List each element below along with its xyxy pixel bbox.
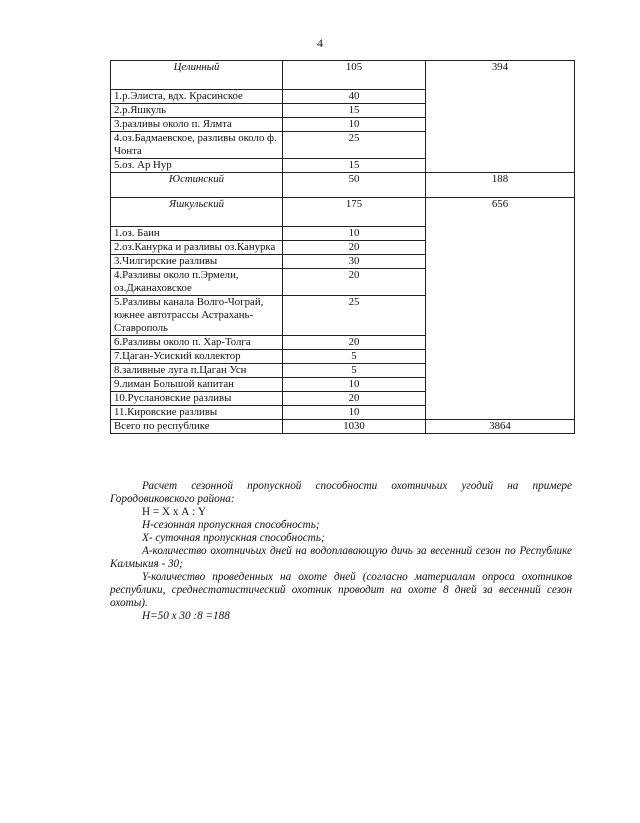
water-body-name: 3.Чилгирские разливы	[111, 255, 283, 269]
water-body-value: 5	[283, 364, 426, 378]
region-row	[111, 173, 575, 198]
water-body-name: 11.Кировские разливы	[111, 406, 283, 420]
region-count: 105	[283, 61, 426, 90]
definition-y: Y-количество проведенных на охоте дней (согласно материалам опроса охотников республики, среднестатистический охотник проводит на охоте 8 дней за весенний сезон охоты).	[110, 571, 572, 609]
water-body-name: 4.оз.Бадмаевское, разливы около ф. Чонта	[111, 132, 283, 159]
definition-h: Н-сезонная пропускная способность;	[142, 519, 320, 531]
water-body-value: 5	[283, 350, 426, 364]
formula: Н = Х х А : Y	[142, 506, 207, 518]
total-row	[111, 420, 575, 434]
water-body-name: 8.заливные луга п.Цаган Усн	[111, 364, 283, 378]
region-capacity: 656	[426, 198, 575, 420]
total-label: Всего по республике	[111, 420, 283, 434]
water-body-name: 5.Разливы канала Волго-Чограй, южнее автотрассы Астрахань-Ставрополь	[111, 296, 283, 336]
page-number: 4	[317, 36, 323, 50]
water-body-value: 20	[283, 392, 426, 406]
definition-a: А-количество охотничьих дней на водоплавающую дичь за весенний сезон по Республике Калмыкия - 30;	[110, 545, 572, 570]
water-body-name: 9.лиман Большой капитан	[111, 378, 283, 392]
water-body-value: 30	[283, 255, 426, 269]
water-body-value: 10	[283, 118, 426, 132]
water-body-name: 1.р.Элиста, вдх. Красинское	[111, 90, 283, 104]
region-capacity: 188	[426, 173, 575, 198]
water-body-name: 6.Разливы около п. Хар-Толга	[111, 336, 283, 350]
region-name: Яшкульский	[111, 198, 283, 227]
region-name: Целинный	[111, 61, 283, 90]
calculation-text	[110, 480, 572, 623]
total-count: 1030	[283, 420, 426, 434]
calculation: Н=50 х 30 :8 =188	[142, 610, 230, 622]
water-body-value: 20	[283, 269, 426, 296]
water-body-value: 15	[283, 159, 426, 173]
water-body-value: 25	[283, 132, 426, 159]
water-body-value: 25	[283, 296, 426, 336]
water-body-name: 7.Цаган-Усиский коллектор	[111, 350, 283, 364]
definition-x: Х- суточная пропускная способность;	[142, 532, 325, 544]
water-body-name: 10.Руслановские разливы	[111, 392, 283, 406]
hunting-grounds-table	[110, 60, 575, 434]
region-count: 175	[283, 198, 426, 227]
water-body-name: 1.оз. Баин	[111, 227, 283, 241]
water-body-value: 15	[283, 104, 426, 118]
region-name: Юстинский	[111, 173, 283, 198]
total-capacity: 3864	[426, 420, 575, 434]
water-body-value: 40	[283, 90, 426, 104]
water-body-value: 10	[283, 406, 426, 420]
water-body-name: 3.разливы около п. Ялмта	[111, 118, 283, 132]
water-body-value: 20	[283, 336, 426, 350]
water-body-name: 2.оз.Канурка и разливы оз.Канурка	[111, 241, 283, 255]
water-body-value: 10	[283, 378, 426, 392]
intro-paragraph: Расчет сезонной пропускной способности охотничьих угодий на примере Городовиковского района:	[110, 480, 572, 505]
water-body-value: 20	[283, 241, 426, 255]
water-body-name: 5.оз. Ар Нур	[111, 159, 283, 173]
water-body-name: 2.р.Яшкуль	[111, 104, 283, 118]
region-row	[111, 198, 575, 227]
water-body-value: 10	[283, 227, 426, 241]
water-body-name: 4.Разливы около п.Эрмели, оз.Джанаховское	[111, 269, 283, 296]
region-row	[111, 61, 575, 90]
region-count: 50	[283, 173, 426, 198]
region-capacity: 394	[426, 61, 575, 173]
